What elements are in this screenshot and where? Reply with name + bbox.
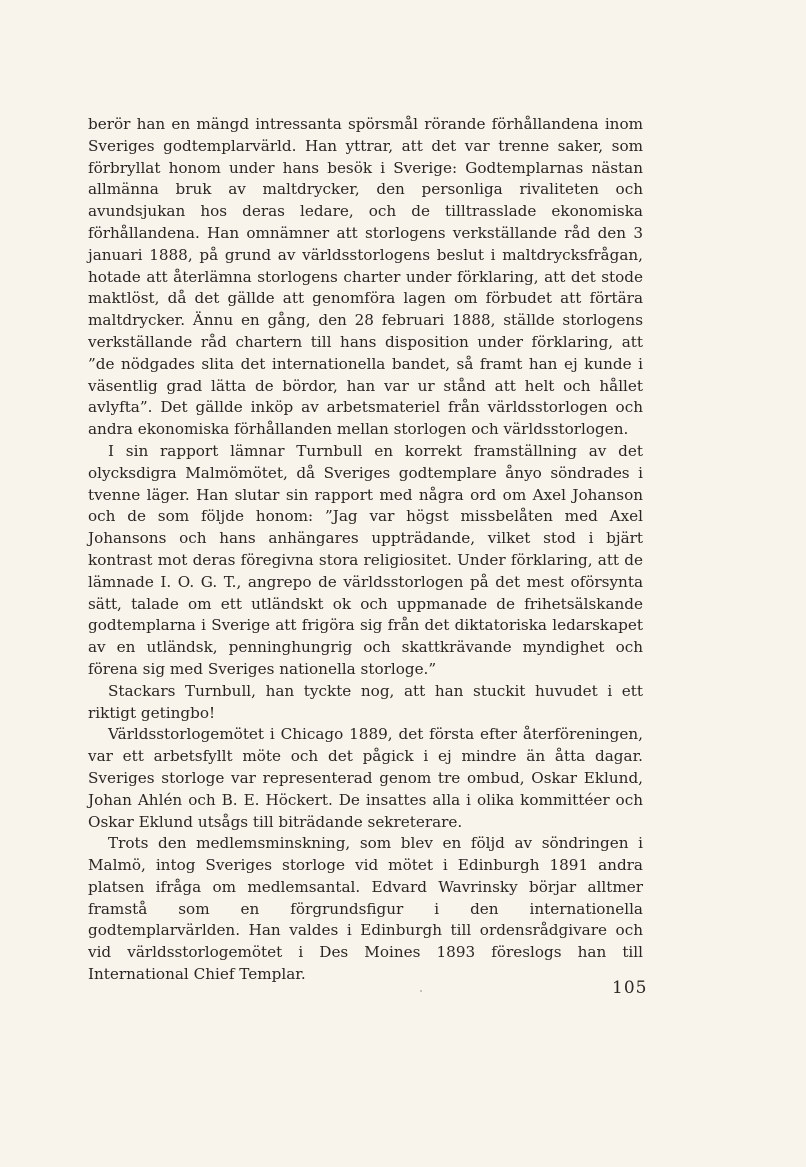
body-text [88,114,643,986]
page-number: 105 [612,978,648,998]
paragraph-4: Världsstorlogemötet i Chicago 1889, det första efter återföreningen, var ett arbetsfyllt möte och det pågick i ej mindre än åtta dagar. Sveriges storloge var representerad genom tre ombud, Oskar Eklund, Johan Ahlén och B. E. Höckert. De insattes alla i olika kommittéer och Oskar Eklund utsågs till biträdande sekreterare. [88,725,643,831]
paragraph-5: Trots den medlemsminskning, som blev en följd av söndringen i Malmö, intog Sveriges storloge vid mötet i Edinburgh 1891 andra platsen ifråga om medlemsantal. Edvard Wavrinsky börjar alltmer framstå som en förgrundsfigur i den internationella godtemplarvärlden. Han valdes i Edinburgh till ordensrådgivare och vid världsstorlogemötet i Des Moines 1893 föreslogs han till International Chief Templar. [88,834,643,984]
paragraph-3: Stackars Turnbull, han tyckte nog, att han stuckit huvudet i ett riktigt getingbo! [88,681,643,722]
paragraph-2: I sin rapport lämnar Turnbull en korrekt framställning av det olycksdigra Malmömötet, då Sveriges godtemplare ånyo söndrades i tvenne läger. Han slutar sin rapport med några ord om Axel Johanson och de som följde honom: ”Jag var högst missbelåten med Axel Johansons och hans anhängares uppträdande, vilket stod i bjärt kontrast mot deras föregivna stora religiositet. Under förklaring, att de lämnade I. O. G. T., angrepo de världsstorlogen på det mest oförsynta sätt, talade om ett utländskt ok och uppmanade de frihetsälskande godtemplarna i Sverige att frigöra sig från det diktatoriska ledarskapet av en utländsk, penninghungrig och skattkrävande myndighet och förena sig med Sveriges nationella storloge.” [88,441,643,678]
paper-speck [420,990,422,992]
paragraph-1: berör han en mängd intressanta spörsmål rörande förhållandena inom Sveriges godtemplarvärld. Han yttrar, att det var trenne saker, som förbryllat honom under hans besök i Sverige: Godtemplarnas nästan allmänna bruk av maltdrycker, den personliga rivaliteten och avundsjukan hos deras ledare, och de tilltrasslade ekonomiska förhållandena. Han omnämner att storlogens verkställande råd den 3 januari 1888, på grund av världsstorlogens beslut i maltdrycksfrågan, hotade att återlämna storlogens charter under förklaring, att det stode maktlöst, då det gällde att genomföra lagen om förbudet att förtära maltdrycker. Ännu en gång, den 28 februari 1888, ställde storlogens verkställande råd chartern till hans disposition under förklaring, att ”de nödgades slita det internationella bandet, så framt han ej kunde i väsentlig grad lätta de bördor, han var ur stånd att helt och hållet avlyfta”. Det gällde inköp av arbetsmateriel från världsstorlogen och andra ekonomiska förhållanden mellan storlogen och världsstorlogen. [88,115,643,439]
